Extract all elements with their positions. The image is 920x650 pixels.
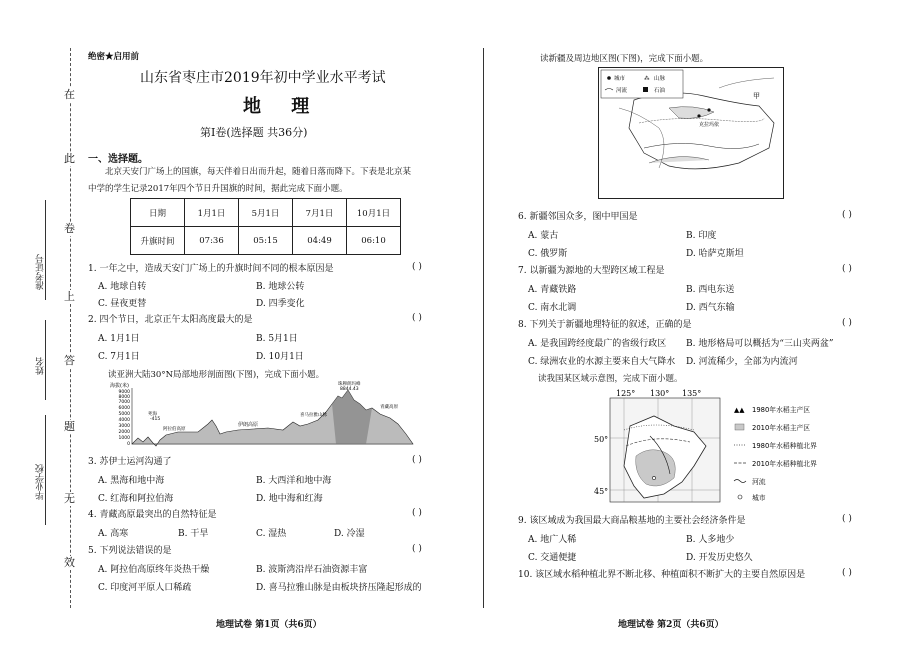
option-c: C. 昼夜更替 bbox=[98, 299, 147, 309]
svg-text:▲▲: ▲▲ bbox=[734, 406, 745, 414]
table-cell: 升旗时间 bbox=[131, 227, 185, 255]
table-cell: 07:36 bbox=[185, 227, 239, 255]
name-line bbox=[45, 320, 46, 400]
table-header-cell: 10月1日 bbox=[347, 199, 401, 227]
answer-paren: ( ) bbox=[412, 508, 422, 518]
lat-label: 45° bbox=[594, 487, 609, 496]
legend-2010-boundary: 2010年水稻种植北界 bbox=[752, 460, 817, 468]
rice-region-map bbox=[594, 386, 874, 506]
option-d: D. 西气东输 bbox=[686, 303, 735, 313]
lon-label: 135° bbox=[682, 389, 702, 398]
himalaya-label: 喜马拉雅山脉 bbox=[300, 413, 327, 418]
option-a: A. 黑海和地中海 bbox=[98, 476, 165, 486]
legend-1980-boundary: 1980年水稻种植北界 bbox=[752, 442, 817, 450]
peak-name: 珠穆朗玛峰 bbox=[338, 382, 361, 387]
option-b: B. 人多地少 bbox=[686, 535, 735, 545]
answer-paren: ( ) bbox=[842, 264, 852, 274]
intro-line-1: 北京天安门广场上的国旗，每天伴着日出而升起，随着日落而降下。下表是北京某 bbox=[105, 167, 412, 177]
column-separator bbox=[483, 48, 484, 608]
option-d: D. 冷湿 bbox=[334, 529, 365, 539]
question-9: 9. 该区域成为我国最大商品粮基地的主要社会经济条件是 bbox=[518, 516, 746, 526]
seal-char: 卷 bbox=[64, 222, 75, 235]
tibet-label: 青藏高原 bbox=[380, 405, 398, 410]
xinjiang-intro: 读新疆及周边地区图(下图)，完成下面小题。 bbox=[540, 54, 709, 64]
option-b: B. 地球公转 bbox=[256, 282, 305, 292]
answer-paren: ( ) bbox=[842, 318, 852, 328]
table-cell: 04:49 bbox=[293, 227, 347, 255]
seal-char: 上 bbox=[64, 290, 75, 303]
question-1: 1. 一年之中，造成天安门广场上的升旗时间不同的根本原因是 bbox=[88, 264, 334, 274]
option-d: D. 四季变化 bbox=[256, 299, 305, 309]
question-8: 8. 下列关于新疆地理特征的叙述，正确的是 bbox=[518, 320, 692, 330]
y-tick: 8000 bbox=[118, 395, 130, 400]
seal-char: 在 bbox=[64, 88, 75, 101]
legend-city: 城市 bbox=[614, 76, 626, 82]
page-footer-left: 地理试卷 第1页（共6页） bbox=[216, 620, 322, 630]
legend-2010-area: 2010年水稻主产区 bbox=[752, 424, 811, 432]
karamay-label: 克拉玛依 bbox=[699, 122, 720, 128]
lon-label: 130° bbox=[650, 389, 670, 398]
option-d: D. 哈萨克斯坦 bbox=[686, 249, 744, 259]
lon-label: 125° bbox=[616, 389, 636, 398]
option-c: C. 红海和阿拉伯海 bbox=[98, 494, 174, 504]
question-10: 10. 该区域水稻种植北界不断北移、种植面积不断扩大的主要自然原因是 bbox=[518, 570, 806, 580]
school-label: 毕业学校 bbox=[36, 464, 46, 500]
seal-char: 题 bbox=[64, 420, 75, 433]
y-tick: 2000 bbox=[118, 430, 130, 435]
arabian-label: 阿拉伯高原 bbox=[163, 427, 186, 432]
table-cell: 06:10 bbox=[347, 227, 401, 255]
option-a: A. 是我国跨经度最广的省级行政区 bbox=[528, 339, 667, 349]
option-d: D. 地中海和红海 bbox=[256, 494, 323, 504]
question-7: 7. 以新疆为源地的大型跨区域工程是 bbox=[518, 266, 665, 276]
option-d: D. 10月1日 bbox=[256, 352, 304, 362]
legend-river: 河流 bbox=[752, 478, 766, 486]
option-c: C. 湿热 bbox=[256, 529, 287, 539]
y-tick: 9000 bbox=[118, 390, 130, 395]
iran-label: 伊朗高原 bbox=[238, 422, 259, 428]
y-tick: 3000 bbox=[118, 424, 130, 429]
option-b: B. 干旱 bbox=[178, 529, 209, 539]
legend-city: 城市 bbox=[752, 494, 766, 502]
y-tick: 4000 bbox=[118, 418, 130, 423]
table-header-cell: 日期 bbox=[131, 199, 185, 227]
table-header-cell: 7月1日 bbox=[293, 199, 347, 227]
part-title: 第Ⅰ卷(选择题 共36分) bbox=[200, 126, 308, 139]
question-4: 4. 青藏高原最突出的自然特征是 bbox=[88, 510, 217, 520]
subject-title: 地 理 bbox=[243, 96, 322, 117]
option-a: A. 青藏铁路 bbox=[528, 285, 577, 295]
option-a: A. 地球自转 bbox=[98, 282, 147, 292]
option-d: D. 开发历史悠久 bbox=[686, 553, 753, 563]
seal-char: 答 bbox=[64, 354, 75, 367]
answer-paren: ( ) bbox=[412, 544, 422, 554]
option-a: A. 1月1日 bbox=[98, 334, 140, 344]
intro-line-2: 中学的学生记录2017年四个节日升国旗的时间，据此完成下面小题。 bbox=[88, 184, 348, 194]
option-b: B. 西电东送 bbox=[686, 285, 735, 295]
option-a: A. 地广人稀 bbox=[528, 535, 577, 545]
table-header-cell: 1月1日 bbox=[185, 199, 239, 227]
option-c: C. 交通便捷 bbox=[528, 553, 577, 563]
y-tick: 0 bbox=[127, 442, 130, 447]
option-d: D. 喜马拉雅山脉是由板块挤压隆起形成的 bbox=[256, 583, 422, 593]
lat-label: 50° bbox=[594, 435, 609, 444]
profile-intro: 读亚洲大陆30°N局部地形剖面图(下图)，完成下面小题。 bbox=[108, 370, 325, 380]
answer-paren: ( ) bbox=[412, 455, 422, 465]
school-line bbox=[45, 415, 46, 525]
profile-ylabel: 海拔(米) bbox=[110, 383, 129, 389]
option-b: B. 大西洋和地中海 bbox=[256, 476, 332, 486]
option-c: C. 俄罗斯 bbox=[528, 249, 568, 259]
secret-mark: 绝密★启用前 bbox=[88, 52, 140, 62]
answer-paren: ( ) bbox=[842, 210, 852, 220]
answer-paren: ( ) bbox=[842, 514, 852, 524]
legend-oil: 石油 bbox=[654, 88, 666, 94]
option-b: B. 地形格局可以概括为“三山夹两盆” bbox=[686, 339, 834, 349]
y-tick: 1000 bbox=[118, 436, 130, 441]
y-tick: 5000 bbox=[118, 412, 130, 417]
dead-sea-label: 死海 bbox=[148, 412, 157, 417]
option-b: B. 5月1日 bbox=[256, 334, 298, 344]
question-5: 5. 下列说法错误的是 bbox=[88, 546, 172, 556]
exam-number-line bbox=[45, 200, 46, 300]
terrain-profile-figure bbox=[108, 380, 418, 448]
answer-paren: ( ) bbox=[412, 313, 422, 323]
question-2: 2. 四个节日，北京正午太阳高度最大的是 bbox=[88, 315, 253, 325]
seal-dashed-line bbox=[70, 48, 71, 608]
flag-time-table bbox=[130, 198, 401, 255]
option-c: C. 印度河平原人口稀疏 bbox=[98, 583, 192, 593]
seal-char: 此 bbox=[64, 152, 75, 165]
y-tick: 6000 bbox=[118, 406, 130, 411]
seal-char: 效 bbox=[64, 556, 75, 569]
svg-text:⁂: ⁂ bbox=[644, 76, 650, 82]
question-3: 3. 苏伊士运河沟通了 bbox=[88, 457, 172, 467]
rice-intro: 读我国某区域示意图，完成下面小题。 bbox=[538, 374, 683, 384]
legend-river: 河流 bbox=[616, 88, 628, 94]
y-tick: 7000 bbox=[118, 400, 130, 405]
question-6: 6. 新疆邻国众多，图中甲国是 bbox=[518, 212, 638, 222]
peak-height: 8844.43 bbox=[340, 387, 359, 392]
answer-paren: ( ) bbox=[842, 568, 852, 578]
xinjiang-map bbox=[598, 67, 784, 199]
country-jia-label: 甲 bbox=[753, 92, 760, 100]
exam-number-label: 准考证号 bbox=[36, 254, 46, 290]
name-label: 姓名 bbox=[36, 357, 46, 375]
option-c: C. 绿洲农业的水源主要来自大气降水 bbox=[528, 357, 676, 367]
table-cell: 05:15 bbox=[239, 227, 293, 255]
option-d: D. 河流稀少，全部为内流河 bbox=[686, 357, 798, 367]
dead-sea-value: -415 bbox=[150, 417, 161, 422]
page-footer-right: 地理试卷 第2页（共6页） bbox=[618, 620, 724, 630]
option-a: A. 高寒 bbox=[98, 529, 129, 539]
answer-paren: ( ) bbox=[412, 262, 422, 272]
option-c: C. 南水北调 bbox=[528, 303, 577, 313]
section-title: 一、选择题。 bbox=[88, 154, 148, 165]
option-a: A. 阿拉伯高原终年炎热干燥 bbox=[98, 565, 210, 575]
legend-mountain: 山脉 bbox=[654, 76, 666, 82]
exam-title: 山东省枣庄市2019年初中学业水平考试 bbox=[140, 70, 386, 86]
option-b: B. 波斯湾沿岸石油资源丰富 bbox=[256, 565, 368, 575]
option-a: A. 蒙古 bbox=[528, 231, 559, 241]
table-header-cell: 5月1日 bbox=[239, 199, 293, 227]
option-b: B. 印度 bbox=[686, 231, 717, 241]
legend-1980-area: 1980年水稻主产区 bbox=[752, 406, 811, 414]
seal-char: 无 bbox=[64, 492, 75, 505]
option-c: C. 7月1日 bbox=[98, 352, 140, 362]
